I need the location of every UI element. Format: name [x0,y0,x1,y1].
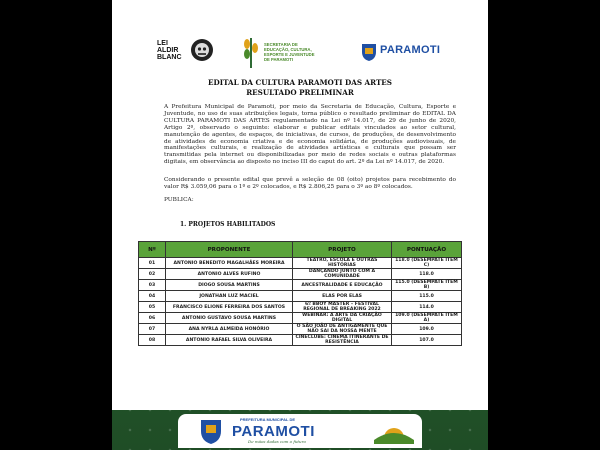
table-row: 02 ANTONIO ALVES RUFINO DANÇANDO JUNTO COM A COMUNIDADE 118.0 [139,269,462,280]
prefeitura-logo [360,42,448,64]
footer-tagline: De mãos dadas com o futuro [248,439,306,444]
selection-paragraph: Considerando o presente edital que prevê a seleção de 08 (oito) projetos para recebimento do valor R$ 3.059,06 para o 1º e 2º colocados, e R$ 2.806,25 para o 3º ao 8º colocados. [164,177,456,190]
results-table [138,241,462,346]
table-row: 03 DIOGO SOUSA MARTINS ANCESTRALIDADE E EDUCAÇÃO 115.0 (DESEMPATE ITEM B) [139,280,462,291]
document-title: EDITAL DA CULTURA PARAMOTI DAS ARTES [208,78,392,87]
logo-row [112,30,488,74]
intro-paragraph: A Prefeitura Municipal de Paramoti, por meio da Secretaria de Educação, Cultura, Esporte e Juventude, no uso de suas atribuições legais, torna público o resultado preliminar do EDITAL DA CULTURA PARAMOTI DAS ARTES regulamentado na Lei nº 14.017, de 29 de junho de 2020, Artigo 2º, observado o seguinte: elaborar e publicar editais vinculados ao setor cultural, manutenção de agentes, de espaços, de iniciativas, de cursos, de produções, de desenvolvimento de atividades de economia criativa e de economia solidária, de produções audiovisuais, de manifestações culturais, e realização de atividades artísticas e culturais que possam ser transmitidas pela internet ou disponibilizadas por meio de redes sociais e outras plataformas digitais, em observância ao disposto no inciso III do caput do art. 2º da Lei nº 14.017, de 2020. [164,104,456,166]
header-proponente: PROPONENTE [166,242,293,258]
footer-prefeitura-label: PREFEITURA MUNICIPAL DE [240,417,296,422]
portrait-icon [187,36,217,66]
table-row: 01 ANTONIO BENEDITO MAGALHÃES MOREIRA TEATRO, ESCOLA E OUTRAS HISTÓRIAS 118.0 (DESEMPATE ITEM C) [139,258,462,269]
header-projeto: PROJETO [293,242,392,258]
wheat-icon [238,34,264,70]
sun-icon [374,418,414,444]
table-row: 04 JONATHAN LUZ MACIEL ELAS POR ELAS 115.0 [139,291,462,302]
publica-label: PUBLICA: [164,197,194,203]
document-subtitle: RESULTADO PRELIMINAR [246,88,354,97]
prefeitura-name: PARAMOTI [380,44,441,56]
table-row: 07 ANA NYRLA ALMEIDA HONÓRIO O SÃO JOÃO DE ANTIGAMENTE QUE NÃO SAI DA NOSSA MENTE 109.0 [139,324,462,335]
secretaria-text: SECRETARIA DE EDUCAÇÃO, CULTURA, ESPORTE E JUVENTUDE DE PARAMOTI [264,42,315,62]
crest-icon [360,42,378,62]
footer-paramoti-name: PARAMOTI [232,423,315,440]
document-page [112,0,488,410]
header-pontuacao: PONTUAÇÃO [392,242,462,258]
table-row: 06 ANTONIO GUSTAVO SOUSA MARTINS WEBINAR: A ARTE DA CRIAÇÃO DIGITAL 109.0 (DESEMPATE ITEM A) [139,313,462,324]
footer-banner [178,414,422,448]
section-heading: 1. PROJETOS HABILITADOS [180,221,276,228]
table-header-row [139,242,462,258]
header-number: Nº [139,242,166,258]
letterbox-right [488,0,600,450]
secretaria-logo [238,34,342,70]
table-row: 05 FRANCISCO ELIONE FERREIRA DOS SANTOS 6º BBOY MASTER – FESTIVAL REGIONAL DE BREAKING 2022 114.0 [139,302,462,313]
lei-aldir-blanc-text: LEI ALDIR BLANC [157,40,182,61]
crest-icon [198,417,224,445]
lei-aldir-blanc-logo [157,36,219,70]
table-row: 08 ANTONIO RAFAEL SILVA OLIVEIRA CINECLUBE: CINEMA ITINERANTE DE RESISTÊNCIA 107.0 [139,335,462,346]
letterbox-left [0,0,112,450]
